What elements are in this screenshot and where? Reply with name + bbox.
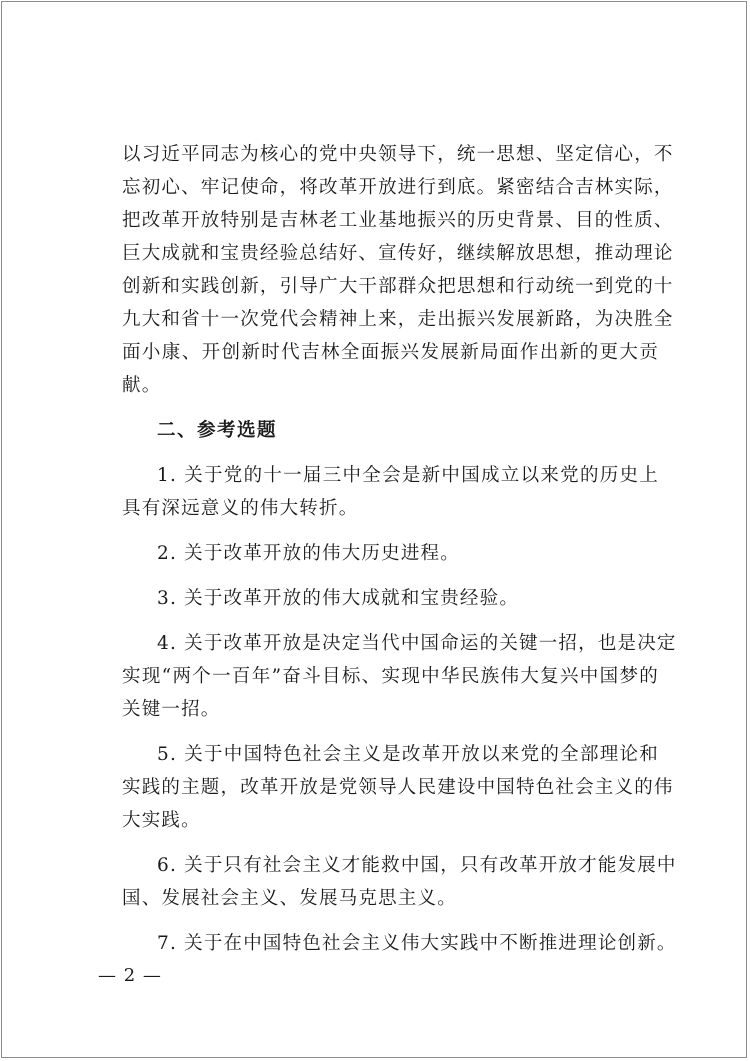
topic-item [122,537,659,570]
topic-line: 6. 关于只有社会主义才能救中国，只有改革开放才能发展中 [157,855,677,876]
topic-item [122,459,659,525]
topic-line: 国、发展社会主义、发展马克思主义。 [122,888,457,909]
topic-line: 4. 关于改革开放是决定当代中国命运的关键一招，也是决定 [157,633,677,654]
topic-line: 7. 关于在中国特色社会主义伟大实践中不断推进理论创新。 [157,933,677,954]
text-line: 九大和省十一次党代会精神上来，走出振兴发展新路，为决胜全 [122,309,674,330]
topic-item [122,582,659,615]
topic-line: 具有深远意义的伟大转折。 [122,498,359,519]
text-line: 以习近平同志为核心的党中央领导下，统一思想、坚定信心，不 [122,144,674,165]
page [1,1,747,1058]
topic-item [122,849,677,915]
text-line: 献。 [122,375,162,396]
topic-item [122,738,674,837]
document-body [122,138,677,960]
text-line: 面小康、开创新时代吉林全面振兴发展新局面作出新的更大贡 [122,342,659,363]
topic-item [122,627,677,726]
section-heading: 二、参考选题 [157,420,278,441]
topic-line: 2. 关于改革开放的伟大历史进程。 [157,543,460,564]
text-line: 创新和实践创新，引导广大干部群众把思想和行动统一到党的十 [122,276,674,297]
text-line: 巨大成就和宝贵经验总结好、宣传好，继续解放思想，推动理论 [122,243,674,264]
page-number: — 2 — [98,965,162,986]
topic-line: 3. 关于改革开放的伟大成就和宝贵经验。 [157,588,520,609]
text-line: 忘初心、牢记使命，将改革开放进行到底。紧密结合吉林实际， [122,177,674,198]
topic-line: 1. 关于党的十一届三中全会是新中国成立以来党的历史上 [157,465,659,486]
intro-paragraph [122,138,674,402]
text-line: 把改革开放特别是吉林老工业基地振兴的历史背景、目的性质、 [122,210,674,231]
topic-line: 大实践。 [122,810,201,831]
topic-line: 关键一招。 [122,699,221,720]
topic-line: 实现“两个一百年”奋斗目标、实现中华民族伟大复兴中国梦的 [122,666,659,687]
topic-line: 实践的主题，改革开放是党领导人民建设中国特色社会主义的伟 [122,777,674,798]
topic-line: 5. 关于中国特色社会主义是改革开放以来党的全部理论和 [157,744,659,765]
topic-item [122,927,677,960]
